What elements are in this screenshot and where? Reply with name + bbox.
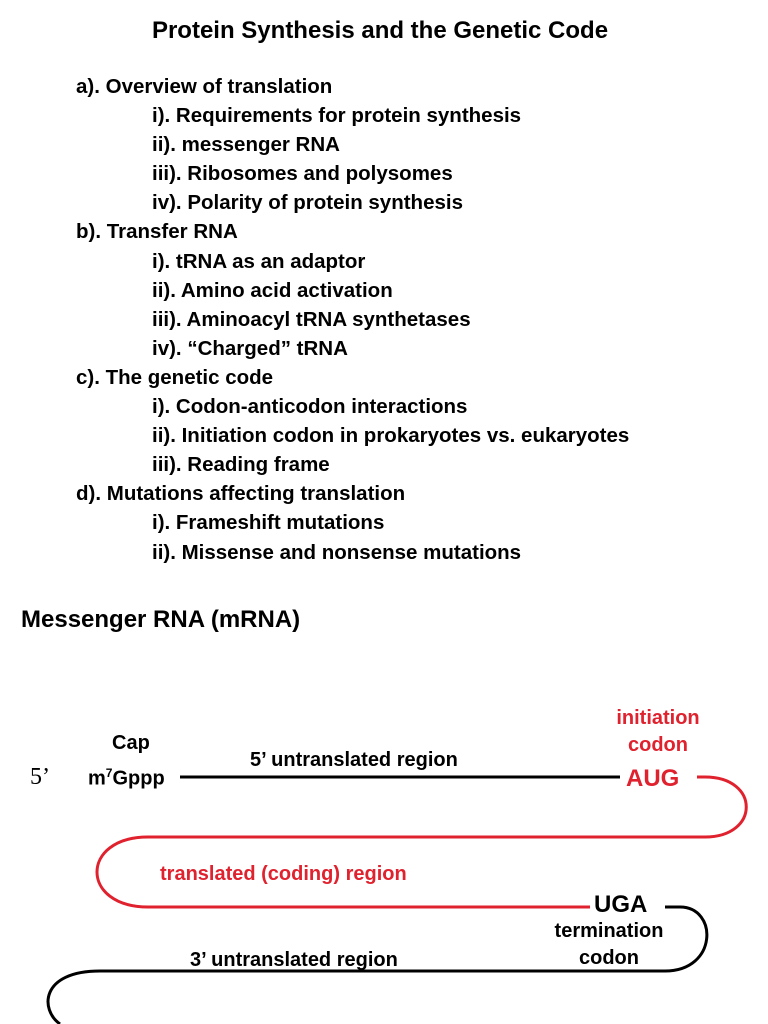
- outline-subitem: i). tRNA as an adaptor: [152, 249, 366, 273]
- outline-subitem: iii). Reading frame: [152, 453, 330, 477]
- outline-subitem: ii). messenger RNA: [152, 133, 340, 157]
- outline-subitem: iv). Polarity of protein synthesis: [152, 191, 463, 215]
- page-title: Protein Synthesis and the Genetic Code: [151, 17, 609, 44]
- section-heading: Messenger RNA (mRNA): [21, 606, 301, 633]
- cap-structure-label: $m^7Gppp$: [88, 766, 165, 790]
- utr5-label: 5’ untranslated region: [250, 749, 458, 771]
- outline-subitem: ii). Amino acid activation: [152, 278, 393, 302]
- topic-outline: [0, 72, 629, 567]
- outline-section: a). Overview of translation: [76, 75, 333, 98]
- outline-subitem: ii). Initiation codon in prokaryotes vs. eukaryotes: [152, 424, 630, 448]
- outline-section: c). The genetic code: [76, 365, 274, 389]
- outline-subitem: i). Frameshift mutations: [152, 511, 385, 535]
- utr3-strand-tail: [48, 971, 100, 1024]
- outline-subitem: ii). Missense and nonsense mutations: [152, 540, 522, 564]
- outline-section: d). Mutations affecting translation: [76, 482, 406, 506]
- outline-subitem: iv). “Charged” tRNA: [152, 336, 348, 360]
- termination-label: termination codon: [554, 920, 664, 969]
- outline-subitem: iii). Aminoacyl tRNA synthetases: [152, 307, 471, 331]
- outline-subitem: i). Codon-anticodon interactions: [152, 395, 468, 419]
- outline-subitem: i). Requirements for protein synthesis: [152, 104, 522, 128]
- utr3-label: 3’ untranslated region: [190, 949, 398, 971]
- outline-section: b). Transfer RNA: [76, 220, 238, 244]
- initiation-label: initiation codon: [616, 707, 700, 756]
- stop-codon: UGA: [594, 891, 648, 918]
- coding-region-label: translated (coding) region: [160, 863, 407, 885]
- five-prime-label: 5’: [30, 764, 50, 790]
- start-codon: AUG: [626, 765, 680, 792]
- mrna-diagram: [0, 680, 768, 1024]
- cap-label: Cap: [112, 732, 150, 754]
- outline-subitem: iii). Ribosomes and polysomes: [152, 162, 453, 186]
